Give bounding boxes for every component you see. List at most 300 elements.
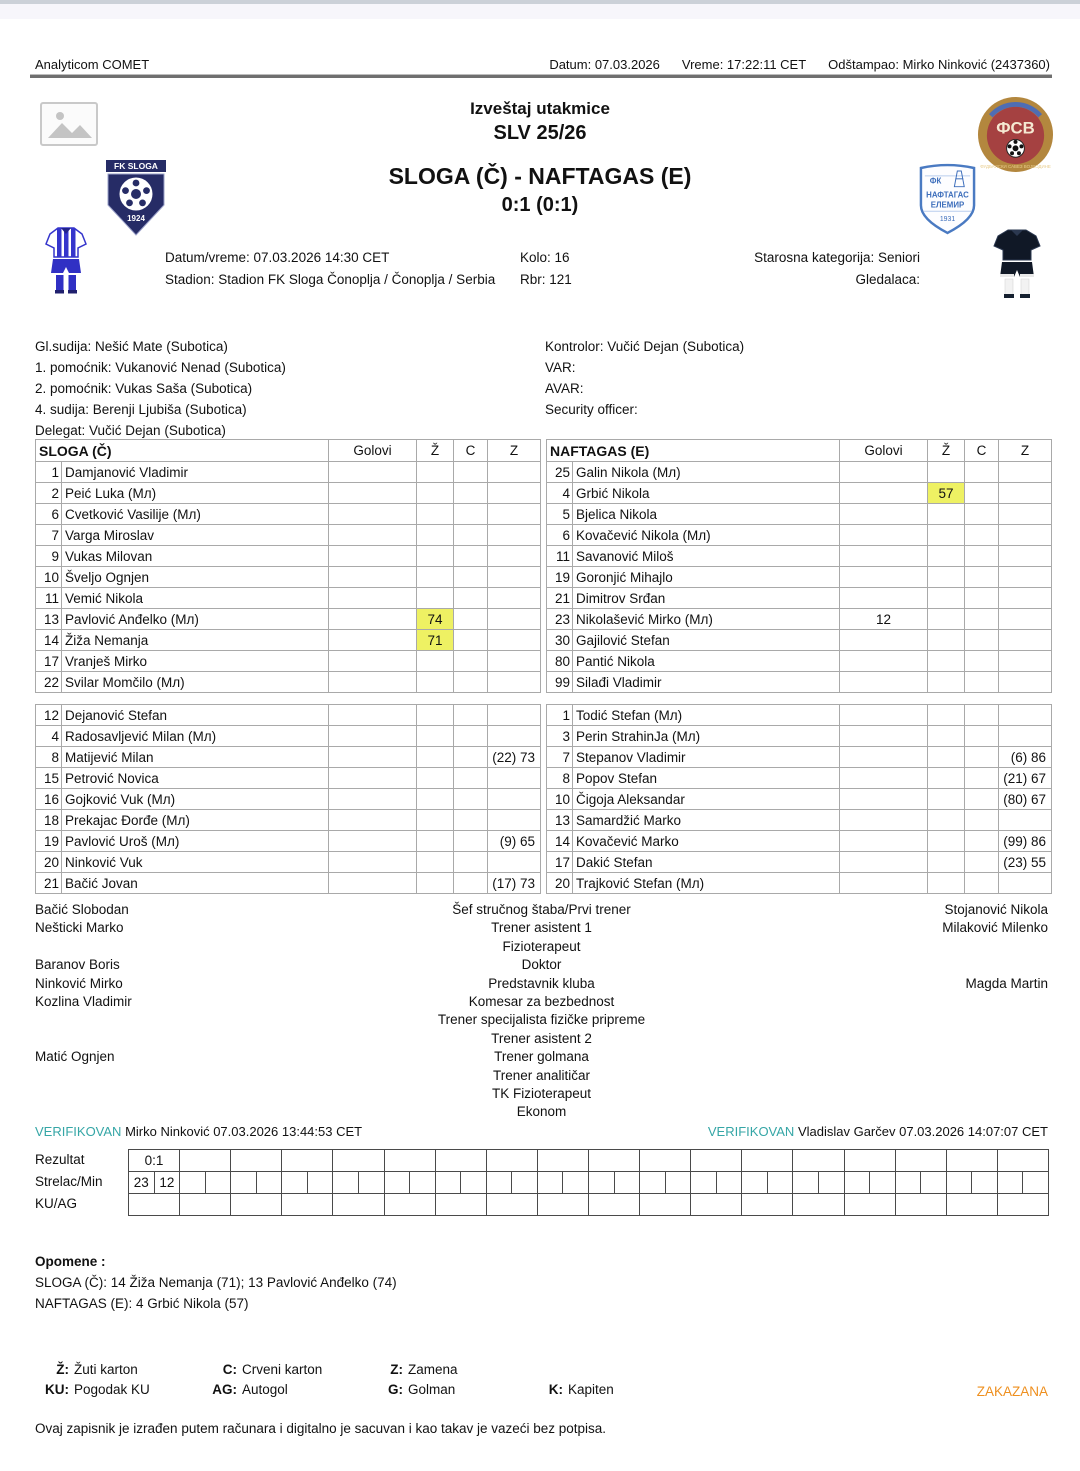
player-number: 4 xyxy=(36,726,62,747)
print-date: Datum: 07.03.2026 xyxy=(549,57,660,72)
player-yellow-card xyxy=(417,504,454,525)
footer-note: Ovaj zapisnik je izrađen putem računara i digitalno je sacuvan i kao takav je vazeći bez potpisa. xyxy=(35,1421,607,1436)
player-name: Matijević Milan xyxy=(62,747,329,768)
player-red-card xyxy=(454,747,488,768)
result-grid-cell xyxy=(742,1172,793,1194)
player-yellow-card xyxy=(417,831,454,852)
player-yellow-card xyxy=(417,852,454,873)
player-number: 99 xyxy=(547,672,573,693)
staff-home-name xyxy=(35,1067,335,1085)
player-name: Gajilović Stefan xyxy=(573,630,840,651)
result-grid-cell xyxy=(487,1150,538,1172)
player-name: Pavlović Uroš (Мл) xyxy=(62,831,329,852)
player-red-card xyxy=(965,831,999,852)
text-line: Security officer: xyxy=(545,402,638,417)
player-goals xyxy=(840,810,928,831)
player-yellow-card xyxy=(928,831,965,852)
player-row xyxy=(36,705,541,726)
player-row xyxy=(36,789,541,810)
player-name: Galin Nikola (Мл) xyxy=(573,462,840,483)
player-yellow-card xyxy=(417,588,454,609)
legend-row-2 xyxy=(35,1380,614,1400)
player-yellow-card: 74 xyxy=(417,609,454,630)
player-substitution xyxy=(999,462,1052,483)
home-subs-table xyxy=(35,704,541,894)
player-name: Šveljo Ognjen xyxy=(62,567,329,588)
player-name: Kovačević Marko xyxy=(573,831,840,852)
legend-key: Z: xyxy=(390,1362,403,1377)
player-goals xyxy=(840,462,928,483)
verification-away xyxy=(708,1124,1048,1139)
player-number: 22 xyxy=(36,672,62,693)
player-red-card xyxy=(454,672,488,693)
player-red-card xyxy=(965,651,999,672)
player-substitution xyxy=(488,726,541,747)
legend-value: Žuti karton xyxy=(74,1362,138,1377)
result-grid-cell xyxy=(538,1194,589,1216)
report-title-block xyxy=(0,97,1080,147)
text-line: 2. pomoćnik: Vukas Saša (Subotica) xyxy=(35,381,253,396)
staff-section xyxy=(35,901,1048,1122)
player-goals xyxy=(329,672,417,693)
player-row xyxy=(547,852,1052,873)
player-name: Vemić Nikola xyxy=(62,588,329,609)
info-right-column xyxy=(750,247,920,290)
staff-row xyxy=(35,1103,1048,1121)
player-number: 11 xyxy=(36,588,62,609)
player-name: Petrović Novica xyxy=(62,768,329,789)
player-number: 19 xyxy=(547,567,573,588)
player-row xyxy=(36,873,541,894)
staff-row xyxy=(35,919,1048,937)
player-red-card xyxy=(454,567,488,588)
player-name: Žiža Nemanja xyxy=(62,630,329,651)
fsv-ring-text: ФУДБАЛСКИ САВЕЗ ВОЈВОДИНЕ xyxy=(980,164,1051,170)
player-goals xyxy=(329,504,417,525)
player-substitution xyxy=(999,546,1052,567)
player-red-card xyxy=(454,609,488,630)
player-yellow-card xyxy=(417,789,454,810)
player-goals xyxy=(840,852,928,873)
player-goals xyxy=(329,588,417,609)
result-grid-cell xyxy=(231,1150,282,1172)
match-info-block xyxy=(165,247,920,290)
player-row xyxy=(36,609,541,630)
result-grid-cell xyxy=(333,1172,384,1194)
home-starters-table xyxy=(35,439,541,693)
result-grid-cell xyxy=(589,1150,640,1172)
staff-role: Šef stručnog štaba/Prvi trener xyxy=(452,902,631,917)
player-number: 4 xyxy=(547,483,573,504)
column-header-yellow: Ž xyxy=(417,440,454,462)
staff-away-name xyxy=(748,1067,1048,1085)
player-row xyxy=(547,588,1052,609)
result-grid-cell xyxy=(793,1150,844,1172)
player-number: 80 xyxy=(547,651,573,672)
player-row xyxy=(547,630,1052,651)
result-grid-cell xyxy=(231,1194,282,1216)
result-grid-cell xyxy=(180,1194,231,1216)
player-red-card xyxy=(965,873,999,894)
verified-badge-home: VERIFIKOVAN xyxy=(35,1124,122,1139)
player-red-card xyxy=(454,873,488,894)
player-name: Kovačević Nikola (Мл) xyxy=(573,525,840,546)
result-grid-cell xyxy=(385,1150,436,1172)
player-name: Silađi Vladimir xyxy=(573,672,840,693)
player-number: 2 xyxy=(36,483,62,504)
player-number: 3 xyxy=(547,726,573,747)
player-name: Dejanović Stefan xyxy=(62,705,329,726)
player-red-card xyxy=(965,672,999,693)
player-yellow-card xyxy=(928,789,965,810)
player-substitution: (22) 73 xyxy=(488,747,541,768)
player-red-card xyxy=(454,588,488,609)
staff-home-name: Nešticki Marko xyxy=(35,920,124,936)
sloga-crest-icon xyxy=(100,157,172,242)
player-red-card xyxy=(965,630,999,651)
legend-item xyxy=(369,1380,529,1400)
player-yellow-card xyxy=(417,567,454,588)
player-name: Gojković Vuk (Мл) xyxy=(62,789,329,810)
staff-row xyxy=(35,1067,1048,1085)
player-substitution xyxy=(999,525,1052,546)
player-red-card xyxy=(965,483,999,504)
player-red-card xyxy=(454,789,488,810)
home-team-column xyxy=(35,439,540,894)
legend-section xyxy=(35,1360,614,1399)
legend-value: Autogol xyxy=(242,1381,288,1397)
player-goals xyxy=(329,651,417,672)
player-number: 1 xyxy=(547,705,573,726)
player-number: 7 xyxy=(547,747,573,768)
player-number: 16 xyxy=(36,789,62,810)
column-header-sub: Z xyxy=(488,440,541,462)
verification-home-text: Mirko Ninković 07.03.2026 13:44:53 CET xyxy=(125,1124,363,1139)
competition-name: SLV 25/26 xyxy=(493,122,587,144)
player-number: 7 xyxy=(36,525,62,546)
legend-key: K: xyxy=(548,1381,563,1397)
verification-away-text: Vladislav Garčev 07.03.2026 14:07:07 CET xyxy=(797,1124,1048,1139)
player-yellow-card xyxy=(928,504,965,525)
player-substitution xyxy=(488,789,541,810)
player-row xyxy=(36,747,541,768)
player-substitution xyxy=(488,810,541,831)
text-line: 4. sudija: Berenji Ljubiša (Subotica) xyxy=(35,402,247,417)
player-row xyxy=(36,768,541,789)
legend-item xyxy=(203,1360,369,1380)
player-yellow-card xyxy=(417,747,454,768)
player-goals xyxy=(840,504,928,525)
result-grid-cell xyxy=(640,1150,691,1172)
legend-key: G: xyxy=(388,1381,403,1397)
player-yellow-card xyxy=(928,672,965,693)
away-subs-table xyxy=(546,704,1052,894)
legend-key: KU: xyxy=(45,1381,69,1397)
column-header-golovi: Golovi xyxy=(329,440,417,462)
player-goals xyxy=(329,873,417,894)
result-grid-cell xyxy=(947,1150,998,1172)
column-header-red: C xyxy=(965,440,999,462)
player-substitution xyxy=(999,588,1052,609)
naftagas-year-text: 1931 xyxy=(939,216,956,224)
info-attendance: Gledalaca: xyxy=(855,271,920,287)
player-substitution: (80) 67 xyxy=(999,789,1052,810)
player-red-card xyxy=(454,546,488,567)
player-substitution xyxy=(488,609,541,630)
player-number: 6 xyxy=(547,525,573,546)
naftagas-place-text: ЕЛЕМИР xyxy=(930,200,965,210)
player-number: 8 xyxy=(547,768,573,789)
player-name: Grbić Nikola xyxy=(573,483,840,504)
player-red-card xyxy=(965,768,999,789)
result-grid-cell xyxy=(793,1172,844,1194)
result-grid-cell xyxy=(589,1172,640,1194)
player-number: 8 xyxy=(36,747,62,768)
player-row xyxy=(36,483,541,504)
player-row xyxy=(547,483,1052,504)
player-goals xyxy=(840,567,928,588)
player-number: 1 xyxy=(36,462,62,483)
player-yellow-card xyxy=(928,873,965,894)
player-substitution xyxy=(488,567,541,588)
player-row xyxy=(547,504,1052,525)
player-substitution xyxy=(488,588,541,609)
player-yellow-card xyxy=(417,726,454,747)
result-grid-cell xyxy=(845,1194,896,1216)
player-red-card xyxy=(965,747,999,768)
player-yellow-card xyxy=(417,651,454,672)
player-substitution: (21) 67 xyxy=(999,768,1052,789)
player-number: 21 xyxy=(36,873,62,894)
player-row xyxy=(547,567,1052,588)
staff-away-name xyxy=(748,938,1048,956)
player-substitution: (99) 86 xyxy=(999,831,1052,852)
player-row xyxy=(36,462,541,483)
result-grid xyxy=(128,1149,1049,1216)
player-substitution xyxy=(999,630,1052,651)
player-name: Svilar Momčilo (Мл) xyxy=(62,672,329,693)
player-goals xyxy=(329,567,417,588)
text-line: Delegat: Vučić Dejan (Subotica) xyxy=(35,423,226,438)
verified-badge-away: VERIFIKOVAN xyxy=(707,1124,795,1139)
result-grid-cell xyxy=(385,1172,436,1194)
player-name: Ninković Vuk xyxy=(62,852,329,873)
player-red-card xyxy=(965,810,999,831)
player-red-card xyxy=(454,462,488,483)
player-yellow-card xyxy=(928,810,965,831)
player-yellow-card xyxy=(928,630,965,651)
result-grid-labels xyxy=(35,1149,103,1215)
cautions-title: Opomene : xyxy=(35,1254,106,1269)
report-title: Izveštaj utakmice xyxy=(470,99,610,118)
info-stadium: Stadion: Stadion FK Sloga Čonoplja / Čonoplja / Serbia xyxy=(165,271,496,287)
topbar-meta xyxy=(527,57,1050,72)
player-goals xyxy=(840,651,928,672)
column-header-yellow: Ž xyxy=(928,440,965,462)
officials-left xyxy=(35,336,545,441)
text-line: AVAR: xyxy=(545,381,584,396)
result-grid-cell xyxy=(896,1172,947,1194)
player-row xyxy=(547,705,1052,726)
naftagas-fk-text: ФК xyxy=(929,176,942,186)
label-rezultat: Rezultat xyxy=(35,1152,85,1167)
player-goals xyxy=(840,831,928,852)
result-grid-cell xyxy=(282,1150,333,1172)
info-left-column xyxy=(165,247,520,290)
player-name: Dimitrov Srđan xyxy=(573,588,840,609)
player-yellow-card xyxy=(928,609,965,630)
player-substitution: (6) 86 xyxy=(999,747,1052,768)
player-goals xyxy=(840,525,928,546)
player-goals xyxy=(840,747,928,768)
player-red-card xyxy=(454,651,488,672)
label-ku-ag: KU/AG xyxy=(35,1196,78,1211)
cautions-section xyxy=(35,1251,397,1314)
player-number: 20 xyxy=(547,873,573,894)
player-yellow-card xyxy=(928,768,965,789)
match-score: 0:1 (0:1) xyxy=(501,194,579,216)
player-red-card xyxy=(965,462,999,483)
result-grid-cell xyxy=(538,1172,589,1194)
staff-away-name xyxy=(748,1011,1048,1029)
staff-role: Trener specijalista fizičke pripreme xyxy=(437,1012,646,1028)
player-row xyxy=(547,789,1052,810)
away-team-column xyxy=(546,439,1051,894)
home-jersey-icon xyxy=(44,226,88,299)
player-yellow-card xyxy=(417,546,454,567)
player-substitution xyxy=(999,504,1052,525)
player-name: Peić Luka (Мл) xyxy=(62,483,329,504)
result-grid-cell xyxy=(742,1194,793,1216)
match-title: SLOGA (Č) - NAFTAGAS (E) xyxy=(388,163,692,189)
staff-role: Trener golmana xyxy=(494,1049,589,1065)
officials-right xyxy=(545,336,1048,441)
player-row xyxy=(547,831,1052,852)
topbar xyxy=(35,57,1050,72)
player-goals xyxy=(840,546,928,567)
player-name: Savanović Miloš xyxy=(573,546,840,567)
column-header-red: C xyxy=(454,440,488,462)
player-red-card xyxy=(965,705,999,726)
staff-role: Komesar za bezbednost xyxy=(468,994,615,1010)
player-number: 11 xyxy=(547,546,573,567)
player-yellow-card xyxy=(417,525,454,546)
player-substitution: (9) 65 xyxy=(488,831,541,852)
player-name: Pantić Nikola xyxy=(573,651,840,672)
player-substitution xyxy=(488,483,541,504)
player-number: 9 xyxy=(36,546,62,567)
result-grid-cell xyxy=(589,1194,640,1216)
staff-role: TK Fizioterapeut xyxy=(491,1086,592,1102)
text-line: Gl.sudija: Nešić Mate (Subotica) xyxy=(35,339,228,354)
legend-item xyxy=(35,1380,203,1400)
column-header-sub: Z xyxy=(999,440,1052,462)
player-goals xyxy=(329,525,417,546)
info-round: Kolo: 16 xyxy=(520,250,570,265)
player-substitution xyxy=(488,525,541,546)
player-number: 30 xyxy=(547,630,573,651)
player-number: 10 xyxy=(36,567,62,588)
staff-home-name: Ninković Mirko xyxy=(35,975,123,991)
result-grid-cell xyxy=(742,1150,793,1172)
player-number: 23 xyxy=(547,609,573,630)
legend-value: Golman xyxy=(408,1381,456,1397)
player-name: Dakić Stefan xyxy=(573,852,840,873)
player-goals xyxy=(329,831,417,852)
player-row xyxy=(36,831,541,852)
player-yellow-card xyxy=(928,705,965,726)
player-name: Todić Stefan (Мл) xyxy=(573,705,840,726)
player-goals xyxy=(840,873,928,894)
player-number: 19 xyxy=(36,831,62,852)
result-grid-cell xyxy=(947,1194,998,1216)
player-row xyxy=(36,504,541,525)
player-yellow-card xyxy=(417,705,454,726)
staff-home-name xyxy=(35,938,335,956)
player-yellow-card xyxy=(417,462,454,483)
player-row xyxy=(547,651,1052,672)
result-grid-cell xyxy=(896,1150,947,1172)
staff-role: Predstavnik kluba xyxy=(488,975,595,991)
sloga-banner-text: FK SLOGA xyxy=(114,161,158,171)
staff-role: Trener analitičar xyxy=(492,1067,591,1083)
player-yellow-card xyxy=(928,567,965,588)
staff-row xyxy=(35,1011,1048,1029)
label-strelac-min: Strelac/Min xyxy=(35,1174,103,1189)
player-number: 25 xyxy=(547,462,573,483)
staff-role: Trener asistent 1 xyxy=(491,920,592,936)
player-number: 6 xyxy=(36,504,62,525)
cautions-lines xyxy=(35,1272,397,1314)
player-goals xyxy=(840,672,928,693)
player-yellow-card: 71 xyxy=(417,630,454,651)
legend-row-1 xyxy=(35,1360,614,1380)
home-team-name: SLOGA (Č) xyxy=(36,440,329,462)
text-line: VAR: xyxy=(545,360,576,375)
player-row xyxy=(547,546,1052,567)
player-substitution xyxy=(999,609,1052,630)
player-goals xyxy=(329,630,417,651)
player-number: 13 xyxy=(547,810,573,831)
staff-row xyxy=(35,1030,1048,1048)
officials-block xyxy=(35,336,1048,441)
player-substitution xyxy=(488,462,541,483)
player-yellow-card xyxy=(928,726,965,747)
player-name: Varga Miroslav xyxy=(62,525,329,546)
verification-home xyxy=(35,1124,362,1139)
away-team-name: NAFTAGAS (E) xyxy=(547,440,840,462)
player-yellow-card xyxy=(928,525,965,546)
player-red-card xyxy=(454,525,488,546)
player-yellow-card xyxy=(928,462,965,483)
player-row xyxy=(547,609,1052,630)
player-row xyxy=(547,726,1052,747)
text-line: SLOGA (Č): 14 Žiža Nemanja (71); 13 Pavlović Anđelko (74) xyxy=(35,1275,397,1290)
printed-by: Odštampao: Mirko Ninković (2437360) xyxy=(828,57,1050,72)
player-row xyxy=(547,525,1052,546)
text-line: 1. pomoćnik: Vukanović Nenad (Subotica) xyxy=(35,360,286,375)
player-red-card xyxy=(454,630,488,651)
result-grid-cell xyxy=(282,1172,333,1194)
legend-item xyxy=(369,1360,529,1380)
player-name: Prekajac Đorđe (Мл) xyxy=(62,810,329,831)
player-red-card xyxy=(454,768,488,789)
legend-value: Kapiten xyxy=(568,1381,614,1397)
legend-value: Crveni karton xyxy=(242,1362,323,1377)
player-red-card xyxy=(965,546,999,567)
player-substitution: (23) 55 xyxy=(999,852,1052,873)
result-grid-cell xyxy=(998,1150,1049,1172)
